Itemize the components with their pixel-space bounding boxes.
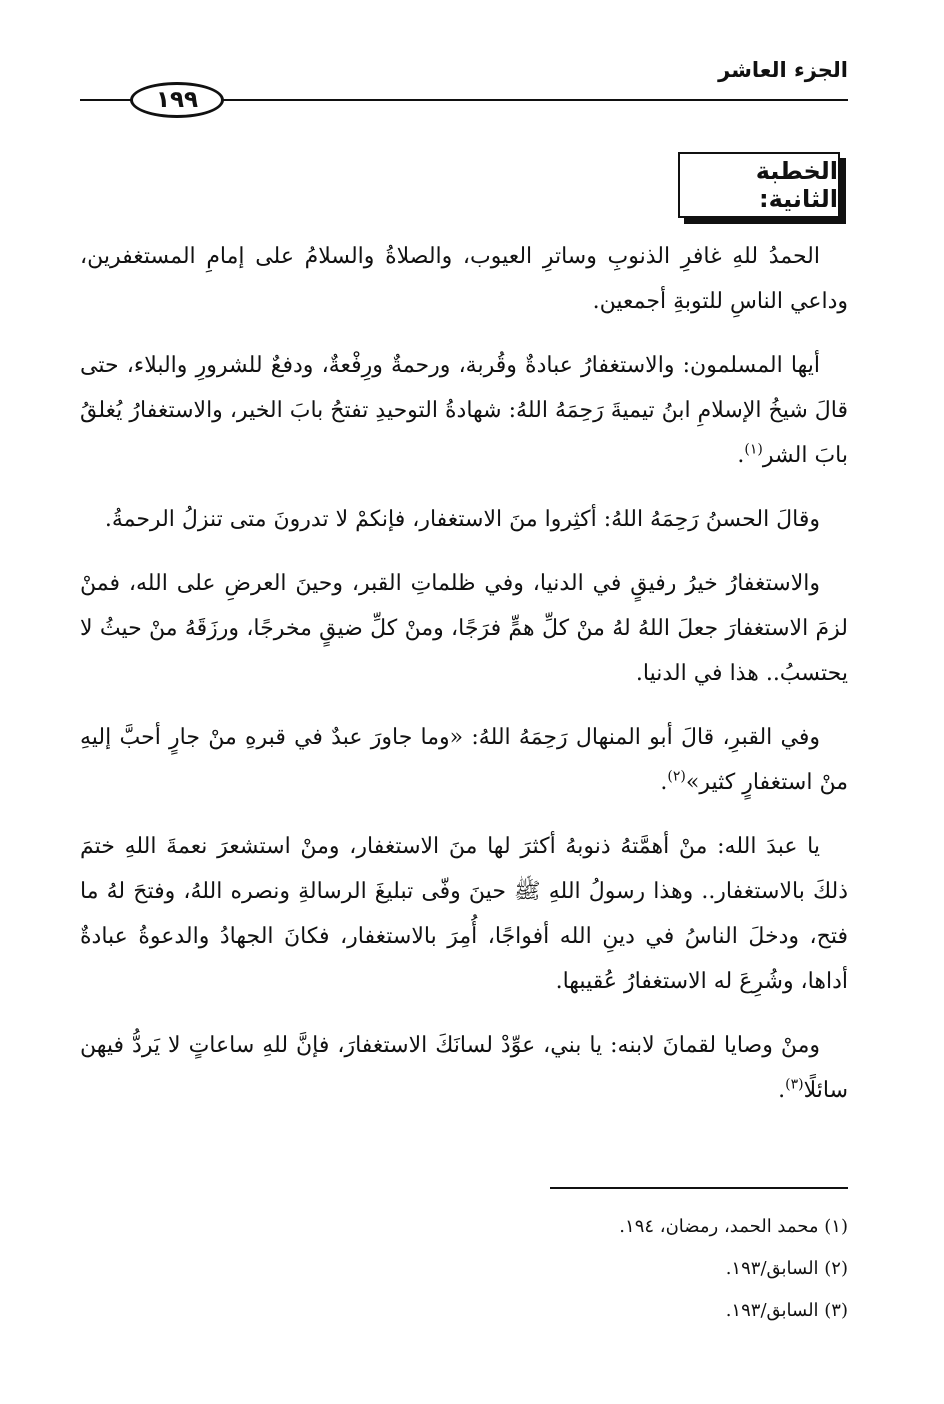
paragraph xyxy=(80,824,848,1004)
paragraph xyxy=(80,343,848,478)
paragraph-tail: . xyxy=(660,770,668,795)
section-title-box xyxy=(678,152,840,218)
paragraph xyxy=(80,497,848,542)
footnote-rule xyxy=(550,1187,848,1189)
body-text xyxy=(80,234,848,1132)
footnote: (١) محمد الحمد، رمضان، ١٩٤. xyxy=(619,1216,848,1237)
footnote-marker: (١) xyxy=(744,441,763,458)
paragraph-text: وقالَ الحسنُ رَحِمَهُ اللهُ: أكثِروا منَ الاستغفار، فإنكمْ لا تدرونَ متى تنزلُ الرحمةُ. xyxy=(104,507,820,532)
paragraph-text: يا عبدَ الله: منْ أهمَّتهُ ذنوبهُ أكثرَ لها منَ الاستغفار، ومنْ استشعرَ نعمةَ اللهِ ختمَ ذلكَ بالاستغفار.. وهذا رسولُ اللهِ ﷺ حينَ وفّى تبليغَ الرسالةِ ونصره اللهُ، وفتحَ لهُ ما فتح، ودخلَ الناسُ في دينِ الله أفواجًا، أُمِرَ بالاستغفار، فكانَ الجهادُ والدعوةُ عبادةٌ أداها، وشُرِعَ له الاستغفارُ عُقيبها. xyxy=(80,834,848,994)
paragraph xyxy=(80,1023,848,1113)
page-number-text: ١٩٩ xyxy=(155,87,199,113)
paragraph-text: الحمدُ للهِ غافرِ الذنوبِ وساترِ العيوب، والصلاةُ والسلامُ على إمامِ المستغفرين، وداعي الناسِ للتوبةِ أجمعين. xyxy=(80,244,848,314)
paragraph-tail: . xyxy=(778,1078,786,1103)
footnote: (٣) السابق/١٩٣. xyxy=(725,1300,848,1321)
footnote-marker: (٣) xyxy=(785,1076,804,1093)
paragraph-text: والاستغفارُ خيرُ رفيقٍ في الدنيا، وفي ظلماتِ القبر، وحينَ العرضِ على الله، فمنْ لزمَ الاستغفارَ جعلَ اللهُ لهُ منْ كلِّ همٍّ فرَجًا، ومنْ كلِّ ضيقٍ مخرجًا، ورزَقَهُ منْ حيثُ لا يحتسبُ.. هذا في الدنيا. xyxy=(80,571,848,686)
footnotes xyxy=(300,1206,848,1332)
running-title: الجزء العاشر xyxy=(718,58,848,82)
footnote-marker: (٢) xyxy=(667,768,686,785)
paragraph xyxy=(80,561,848,696)
page-number xyxy=(130,82,224,118)
paragraph xyxy=(80,715,848,805)
paragraph-tail: . xyxy=(737,443,745,468)
paragraph-text: ومنْ وصايا لقمانَ لابنه: يا بني، عوِّدْ لسانَكَ الاستغفارَ، فإنَّ للهِ ساعاتٍ لا يَردُّ فيهن سائلًا xyxy=(80,1033,848,1103)
paragraph-text: أيها المسلمون: والاستغفارُ عبادةٌ وقُربة، ورحمةٌ ورِفْعةٌ، ودفعٌ للشرورِ والبلاء، حتى قالَ شيخُ الإسلامِ ابنُ تيميةَ رَحِمَهُ اللهُ: شهادةُ التوحيدِ تفتحُ بابَ الخير، والاستغفارُ يُغلقُ بابَ الشر xyxy=(80,353,848,468)
paragraph-text: وفي القبرِ، قالَ أبو المنهال رَحِمَهُ اللهُ: «وما جاورَ عبدٌ في قبرهِ منْ جارٍ أحبَّ إليهِ منْ استغفارٍ كثير» xyxy=(80,725,848,795)
footnote: (٢) السابق/١٩٣. xyxy=(725,1258,848,1279)
section-title: الخطبة الثانية: xyxy=(755,157,838,213)
paragraph xyxy=(80,234,848,324)
